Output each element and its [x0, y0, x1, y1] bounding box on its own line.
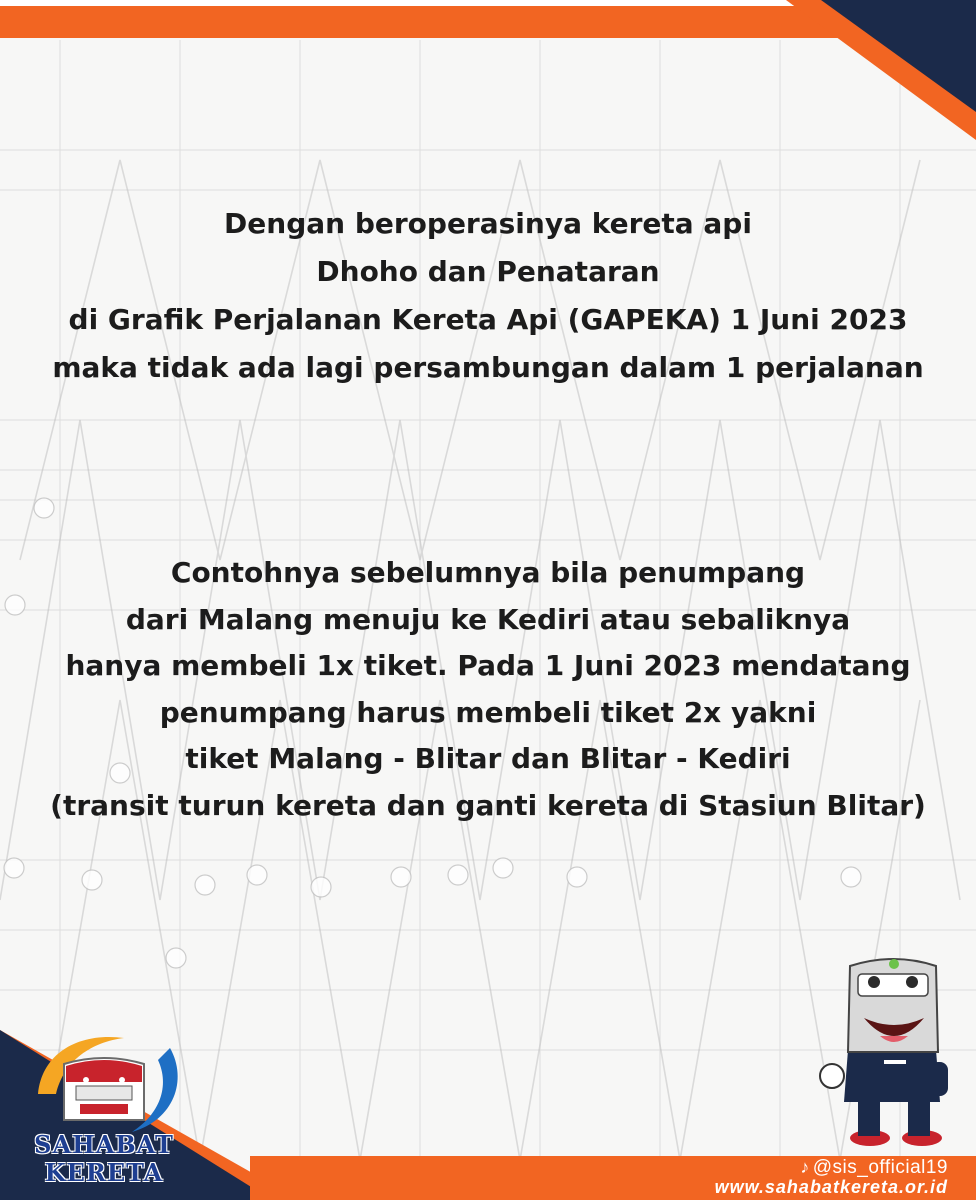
- logo-emblem-icon: [20, 1024, 188, 1144]
- example-text: [0, 550, 976, 829]
- train-mascot-illustration: [818, 952, 958, 1152]
- headline-line: maka tidak ada lagi persambungan dalam 1 perjalanan: [52, 351, 924, 384]
- sahabat-kereta-logo: [20, 1024, 188, 1194]
- example-line: hanya membeli 1x tiket. Pada 1 Juni 2023 mendatang: [65, 649, 911, 682]
- watermark: [715, 1157, 948, 1198]
- tiktok-handle-text: @sis_official19: [812, 1157, 948, 1178]
- top-right-corner-decoration: [776, 0, 976, 140]
- example-line: (transit turun kereta dan ganti kereta di Stasiun Blitar): [50, 788, 926, 822]
- headline-text: [0, 200, 976, 392]
- tiktok-icon: ♪: [800, 1157, 810, 1177]
- example-line: dari Malang menuju ke Kediri atau sebaliknya: [125, 602, 851, 636]
- headline-line: Dengan beroperasinya kereta api: [224, 207, 752, 240]
- logo-text-line2: KERETA: [44, 1158, 164, 1187]
- website-url: www.sahabatkereta.or.id: [714, 1177, 948, 1197]
- example-line: Contohnya sebelumnya bila penumpang: [170, 556, 806, 589]
- headline-line: Dhoho dan Penataran: [316, 255, 660, 288]
- example-line: tiket Malang - Blitar dan Blitar - Kediri: [185, 742, 791, 775]
- example-line: penumpang harus membeli tiket 2x yakni: [159, 695, 817, 729]
- logo-text-line1: SAHABAT: [34, 1130, 174, 1159]
- headline-line: di Grafik Perjalanan Kereta Api (GAPEKA) 1 Juni 2023: [68, 303, 908, 336]
- tiktok-handle: [715, 1157, 948, 1179]
